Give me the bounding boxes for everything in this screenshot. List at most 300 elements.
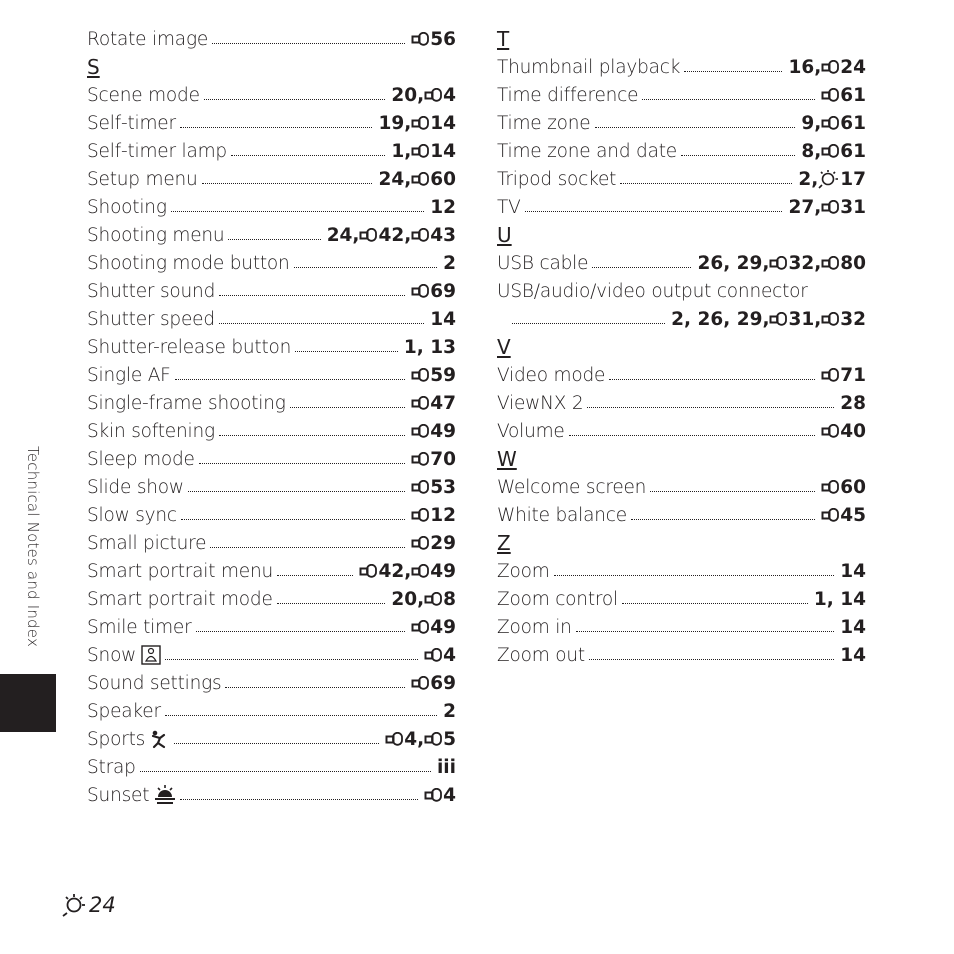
page-ref xyxy=(391,589,424,610)
page-ref-number: 31 xyxy=(840,196,866,218)
page-refs xyxy=(411,29,456,50)
index-term: Self-timer xyxy=(87,112,176,134)
index-term: Smart portrait menu xyxy=(87,560,274,582)
page-ref xyxy=(359,561,411,582)
page-ref xyxy=(411,141,456,162)
index-entry xyxy=(87,137,456,165)
reference-section-icon xyxy=(411,284,429,298)
index-entry xyxy=(87,305,456,333)
sports-scene-icon xyxy=(150,729,170,749)
page-refs xyxy=(411,421,456,442)
side-tab-marker xyxy=(0,674,56,732)
section-letter-text: Z xyxy=(497,531,511,555)
page-ref-number: 69 xyxy=(430,672,456,694)
page-refs xyxy=(788,57,866,78)
index-entry xyxy=(497,585,866,613)
dot-leader xyxy=(576,631,835,632)
index-entry xyxy=(497,473,866,501)
index-entry xyxy=(87,781,456,809)
page-ref-number: 45 xyxy=(840,504,866,526)
page-ref-number: 32 xyxy=(840,308,866,330)
index-term: Zoom control xyxy=(497,588,618,610)
page-ref-number: 1, 14 xyxy=(813,588,866,610)
reference-section-icon xyxy=(411,228,429,242)
page-ref-number: 8, xyxy=(801,140,822,162)
index-entry xyxy=(87,193,456,221)
page-ref xyxy=(378,113,411,134)
index-entry-continuation xyxy=(497,305,866,333)
page-ref xyxy=(378,169,411,190)
page-ref xyxy=(821,141,866,162)
reference-section-icon xyxy=(821,60,839,74)
page-ref xyxy=(411,673,456,694)
index-term: White balance xyxy=(497,504,627,526)
page-ref-number: 61 xyxy=(840,140,866,162)
dot-leader xyxy=(165,659,418,660)
index-entry xyxy=(87,445,456,473)
page-ref xyxy=(411,393,456,414)
page-ref xyxy=(801,113,821,134)
section-letter xyxy=(497,333,866,361)
page-refs xyxy=(391,141,456,162)
section-letter xyxy=(497,221,866,249)
index-entry xyxy=(87,81,456,109)
index-term: Welcome screen xyxy=(497,476,647,498)
section-letter-text: T xyxy=(497,27,510,51)
index-entry xyxy=(87,277,456,305)
index-entry xyxy=(87,25,456,53)
page-refs xyxy=(378,113,456,134)
page-ref-number: 1, 13 xyxy=(403,336,456,358)
dot-leader xyxy=(650,491,815,492)
index-entry xyxy=(497,165,866,193)
index-entry xyxy=(497,613,866,641)
index-term: USB cable xyxy=(497,252,589,274)
dot-leader xyxy=(174,743,379,744)
page-refs xyxy=(411,673,456,694)
page-ref-number: 27, xyxy=(788,196,822,218)
dot-leader xyxy=(225,687,405,688)
page-ref xyxy=(788,197,821,218)
page-ref xyxy=(821,309,866,330)
page-ref-number: 29 xyxy=(430,532,456,554)
dot-leader xyxy=(219,435,405,436)
index-entry xyxy=(497,557,866,585)
reference-section-icon xyxy=(821,312,839,326)
index-entry xyxy=(497,81,866,109)
index-entry xyxy=(87,165,456,193)
side-tab-label: Technical Notes and Index xyxy=(24,446,42,648)
index-entry xyxy=(497,53,866,81)
section-letter xyxy=(87,53,456,81)
index-entry xyxy=(497,389,866,417)
page-ref-number: 26, 29, xyxy=(697,252,770,274)
dot-leader xyxy=(277,575,353,576)
page-ref xyxy=(411,113,456,134)
page-refs xyxy=(840,617,866,638)
page-ref xyxy=(404,337,456,358)
index-entry xyxy=(87,221,456,249)
page-refs xyxy=(378,169,456,190)
page-ref-number: 4 xyxy=(443,84,456,106)
page-ref xyxy=(821,197,866,218)
reference-section-icon xyxy=(821,368,839,382)
page-ref xyxy=(821,253,866,274)
page-ref-number: 2, 26, 29, xyxy=(671,308,770,330)
dot-leader xyxy=(212,43,405,44)
page-refs xyxy=(798,169,866,190)
page-ref xyxy=(821,113,866,134)
index-term: Speaker xyxy=(87,700,161,722)
page-refs xyxy=(404,337,456,358)
page-ref xyxy=(443,253,456,274)
index-entry xyxy=(87,585,456,613)
page-ref xyxy=(814,589,866,610)
page-refs xyxy=(327,225,456,246)
index-entry xyxy=(497,249,866,277)
snow-scene-icon xyxy=(141,645,161,665)
page-ref-number: 70 xyxy=(430,448,456,470)
page-refs xyxy=(411,393,456,414)
page-ref xyxy=(424,729,456,750)
page-ref-number: 17 xyxy=(840,168,866,190)
page-refs xyxy=(424,785,456,806)
dot-leader xyxy=(204,99,386,100)
page-ref xyxy=(411,421,456,442)
page-ref xyxy=(411,617,456,638)
page-ref-number: 43 xyxy=(430,224,456,246)
page-refs xyxy=(814,589,866,610)
page-ref-number: 2 xyxy=(443,700,456,722)
tech-notes-icon xyxy=(62,893,88,917)
page-ref xyxy=(840,645,866,666)
page-refs xyxy=(411,505,456,526)
page-ref-number: 49 xyxy=(430,616,456,638)
dot-leader xyxy=(295,351,398,352)
page-ref-number: 49 xyxy=(430,560,456,582)
page-ref xyxy=(821,85,866,106)
page-ref xyxy=(385,729,424,750)
index-entry xyxy=(87,501,456,529)
reference-section-icon xyxy=(411,564,429,578)
dot-leader xyxy=(277,603,386,604)
reference-section-icon xyxy=(411,172,429,186)
page-refs xyxy=(430,197,456,218)
dot-leader xyxy=(592,267,691,268)
index-term: Time zone and date xyxy=(497,140,677,162)
index-term: Time difference xyxy=(497,84,639,106)
index-term: Volume xyxy=(497,420,565,442)
page-ref-number: 71 xyxy=(840,364,866,386)
page-ref-number: 14 xyxy=(430,112,456,134)
page-ref-number: 9, xyxy=(801,112,822,134)
page-ref-number: 24 xyxy=(840,56,866,78)
dot-leader xyxy=(569,435,816,436)
reference-section-icon xyxy=(359,228,377,242)
dot-leader xyxy=(140,771,431,772)
dot-leader xyxy=(165,715,437,716)
reference-section-icon xyxy=(411,32,429,46)
index-entry xyxy=(87,473,456,501)
reference-section-icon xyxy=(385,732,403,746)
page-refs xyxy=(411,449,456,470)
dot-leader xyxy=(188,491,405,492)
page-refs xyxy=(443,253,456,274)
page-ref xyxy=(411,365,456,386)
page-ref xyxy=(424,785,456,806)
page-ref xyxy=(671,309,769,330)
index-term: Smile timer xyxy=(87,616,192,638)
page-ref xyxy=(391,141,411,162)
index-term: Shooting menu xyxy=(87,224,225,246)
reference-section-icon xyxy=(821,88,839,102)
page-ref-number: 24, xyxy=(378,168,412,190)
index-entry xyxy=(87,529,456,557)
index-entry xyxy=(87,389,456,417)
reference-section-icon xyxy=(411,144,429,158)
dot-leader xyxy=(642,99,815,100)
dot-leader xyxy=(595,127,796,128)
index-entry xyxy=(87,109,456,137)
reference-section-icon xyxy=(821,256,839,270)
index-term: Shutter speed xyxy=(87,308,215,330)
dot-leader xyxy=(620,183,792,184)
index-term: ViewNX 2 xyxy=(497,392,584,414)
index-term: Shooting mode button xyxy=(87,252,290,274)
reference-section-icon xyxy=(424,788,442,802)
page-ref-number: 2, xyxy=(798,168,819,190)
page-refs xyxy=(821,365,866,386)
page-refs xyxy=(391,589,456,610)
page-ref xyxy=(411,29,456,50)
reference-section-icon xyxy=(411,396,429,410)
index-term: Time zone xyxy=(497,112,591,134)
reference-section-icon xyxy=(821,508,839,522)
page-ref-number: 69 xyxy=(430,280,456,302)
dot-leader xyxy=(554,575,835,576)
page-ref-number: 80 xyxy=(840,252,866,274)
page-ref xyxy=(821,365,866,386)
dot-leader xyxy=(199,463,406,464)
page-refs xyxy=(437,757,456,778)
page-ref-number: 49 xyxy=(430,420,456,442)
page-refs xyxy=(697,253,866,274)
dot-leader xyxy=(228,239,320,240)
page-ref xyxy=(788,57,821,78)
page-ref xyxy=(840,561,866,582)
index-entry xyxy=(497,137,866,165)
page-ref xyxy=(411,225,456,246)
dot-leader xyxy=(180,127,373,128)
page-number xyxy=(62,893,116,917)
reference-section-icon xyxy=(821,480,839,494)
dot-leader xyxy=(631,519,815,520)
dot-leader xyxy=(171,211,425,212)
page-refs xyxy=(821,421,866,442)
page-ref xyxy=(443,701,456,722)
page-refs xyxy=(788,197,866,218)
page-ref-number: 60 xyxy=(430,168,456,190)
index-entry xyxy=(87,333,456,361)
reference-section-icon xyxy=(821,424,839,438)
index-term: TV xyxy=(497,196,521,218)
page-ref xyxy=(411,449,456,470)
page-ref xyxy=(818,169,866,190)
dot-leader xyxy=(512,323,665,324)
index-entry xyxy=(87,669,456,697)
index-term: Shutter sound xyxy=(87,280,216,302)
reference-section-icon xyxy=(821,116,839,130)
index-term: Single-frame shooting xyxy=(87,392,286,414)
index-entry xyxy=(497,277,866,305)
page-refs xyxy=(821,85,866,106)
page-ref-number: 59 xyxy=(430,364,456,386)
page-ref xyxy=(821,421,866,442)
index-entry xyxy=(87,697,456,725)
page-ref-number: 53 xyxy=(430,476,456,498)
dot-leader xyxy=(609,379,815,380)
page-refs xyxy=(671,309,866,330)
index-entry xyxy=(87,725,456,753)
page-ref xyxy=(801,141,821,162)
page-ref xyxy=(411,477,456,498)
page-ref xyxy=(424,645,456,666)
dot-leader xyxy=(219,323,424,324)
index-term: Self-timer lamp xyxy=(87,140,227,162)
index-term: Setup menu xyxy=(87,168,198,190)
page-refs xyxy=(391,85,456,106)
page-ref-number: 28 xyxy=(840,392,866,414)
index-entry xyxy=(497,109,866,137)
dot-leader xyxy=(290,407,406,408)
sunset-scene-icon xyxy=(154,785,176,805)
index-column-left xyxy=(87,25,456,809)
page-ref xyxy=(798,169,818,190)
reference-section-icon xyxy=(821,144,839,158)
page-ref xyxy=(821,57,866,78)
index-term: Tripod socket xyxy=(497,168,617,190)
index-term: Thumbnail playback xyxy=(497,56,681,78)
index-column-right xyxy=(497,25,866,669)
reference-section-icon xyxy=(769,256,787,270)
page-refs xyxy=(385,729,456,750)
page-ref xyxy=(821,505,866,526)
page-ref xyxy=(359,225,411,246)
page-ref-number: 61 xyxy=(840,112,866,134)
page-ref xyxy=(411,505,456,526)
index-entry xyxy=(497,361,866,389)
index-term: Small picture xyxy=(87,532,207,554)
page-ref-number: 16, xyxy=(788,56,822,78)
page-refs xyxy=(801,141,866,162)
dot-leader xyxy=(231,155,385,156)
reference-section-icon xyxy=(424,648,442,662)
page-ref-number: 42, xyxy=(378,560,412,582)
dot-leader xyxy=(294,267,438,268)
page-ref-number: 47 xyxy=(430,392,456,414)
reference-section-icon xyxy=(411,676,429,690)
page-refs xyxy=(411,617,456,638)
index-term: Video mode xyxy=(497,364,606,386)
index-term: Sports xyxy=(87,728,146,750)
dot-leader xyxy=(587,407,834,408)
index-term: Zoom in xyxy=(497,616,572,638)
reference-section-icon xyxy=(359,564,377,578)
page-ref-number: 8 xyxy=(443,588,456,610)
index-term: Sunset xyxy=(87,784,150,806)
dot-leader xyxy=(219,295,405,296)
page-ref xyxy=(821,477,866,498)
page-ref-number: 14 xyxy=(840,616,866,638)
page-refs xyxy=(443,701,456,722)
reference-section-icon xyxy=(424,592,442,606)
index-entry xyxy=(497,417,866,445)
reference-section-icon xyxy=(424,88,442,102)
page-ref-number: 12 xyxy=(430,196,456,218)
index-term: Sound settings xyxy=(87,672,222,694)
page-refs xyxy=(840,393,866,414)
reference-section-icon xyxy=(411,424,429,438)
page-ref-number: 14 xyxy=(430,308,456,330)
section-letter-text: U xyxy=(497,223,512,247)
index-term: Slide show xyxy=(87,476,184,498)
page-ref xyxy=(424,589,456,610)
index-entry xyxy=(87,249,456,277)
page-refs xyxy=(411,281,456,302)
page-refs xyxy=(840,645,866,666)
page-ref-number: 40 xyxy=(840,420,866,442)
page-ref-number: 24, xyxy=(326,224,360,246)
page-ref-number: 1, xyxy=(391,140,412,162)
page-ref-number: 42, xyxy=(378,224,412,246)
page-refs xyxy=(359,561,456,582)
dot-leader xyxy=(202,183,373,184)
reference-section-icon xyxy=(411,508,429,522)
page-ref xyxy=(437,757,456,778)
reference-section-icon xyxy=(411,116,429,130)
page-ref xyxy=(411,533,456,554)
page-ref xyxy=(411,169,456,190)
dot-leader xyxy=(180,799,418,800)
section-letter xyxy=(497,25,866,53)
dot-leader xyxy=(589,659,834,660)
index-term: Shooting xyxy=(87,196,167,218)
page-ref xyxy=(769,309,821,330)
page-number-text: 24 xyxy=(89,893,116,917)
page-refs xyxy=(411,365,456,386)
dot-leader xyxy=(181,519,405,520)
page-ref xyxy=(840,617,866,638)
page-ref-number: 32, xyxy=(788,252,822,274)
dot-leader xyxy=(210,547,405,548)
index-entry xyxy=(497,193,866,221)
page-ref xyxy=(327,225,360,246)
index-term: USB/audio/video output connector xyxy=(497,280,808,302)
index-term: Single AF xyxy=(87,364,171,386)
dot-leader xyxy=(681,155,795,156)
index-term: Shutter-release button xyxy=(87,336,292,358)
page-refs xyxy=(424,645,456,666)
page-ref-number: 61 xyxy=(840,84,866,106)
index-term: Strap xyxy=(87,756,136,778)
page-ref-number: 12 xyxy=(430,504,456,526)
page-ref-number: 14 xyxy=(840,560,866,582)
page-refs xyxy=(411,477,456,498)
reference-section-icon xyxy=(411,452,429,466)
page-refs xyxy=(821,505,866,526)
page-ref-number: iii xyxy=(436,756,456,778)
index-term: Sleep mode xyxy=(87,448,195,470)
